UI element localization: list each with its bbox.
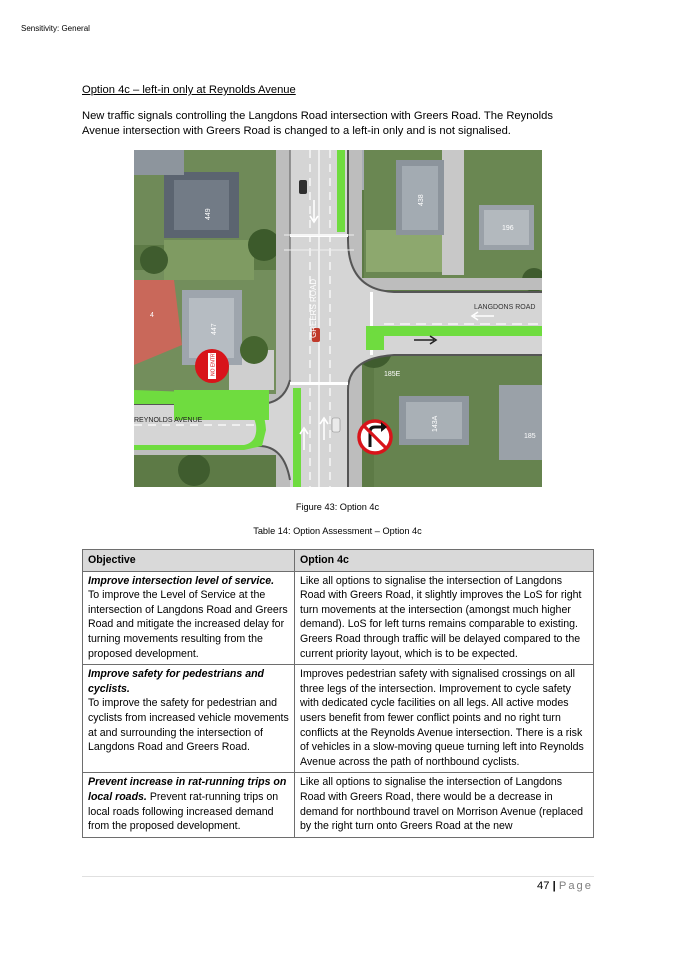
label-greers-road: GREERS ROAD [309, 278, 318, 338]
intro-paragraph: New traffic signals controlling the Langdons Road intersection with Greers Road. The Reynolds Avenue intersection with Greers Road is changed to a left-in only and is not signalised. [82, 110, 553, 137]
table-header-row [83, 550, 594, 572]
label-lot-196: 196 [502, 225, 514, 232]
label-langdons-road: LANGDONS ROAD [474, 304, 536, 311]
sensitivity-label: Sensitivity: General [21, 24, 90, 33]
header-objective: Objective [83, 550, 295, 572]
no-entry-text: NO ENTRY [210, 350, 217, 376]
objective-cell [83, 665, 295, 773]
table-row [83, 665, 594, 773]
objective-cell [83, 773, 295, 837]
label-lot-4: 4 [150, 312, 154, 319]
page-number-footer [537, 880, 593, 892]
intersection-map [134, 150, 542, 487]
figure-caption: Figure 43: Option 4c [295, 502, 380, 512]
objective-title: Improve intersection level of service. [88, 574, 275, 587]
header-option: Option 4c [295, 550, 594, 572]
section-heading: Option 4c – left-in only at Reynolds Avenue [82, 84, 296, 96]
objective-title: Improve safety for pedestrians and cyclists. [88, 668, 265, 695]
objective-text: To improve the safety for pedestrian and cyclists from increased vehicle movements at and surrounding the intersection of Langdons Road and Greers Road. [88, 697, 289, 754]
no-entry-sign [195, 349, 229, 383]
objective-text: Prevent rat-running trips on local roads following increased demand from the proposed development. [88, 790, 279, 833]
label-lot-438: 438 [418, 194, 425, 206]
table-caption: Table 14: Option Assessment – Option 4c [253, 526, 422, 536]
option-assessment-table [82, 549, 594, 838]
cycle-lane-north [337, 150, 345, 232]
page-word: Page [558, 880, 593, 892]
page-separator: | [552, 880, 556, 892]
assessment-cell: Like all options to signalise the intersection of Langdons Road with Greers Road, it slightly improves the LoS for right turn movements at the intersection (amongst much higher demand). LoS for left turns remains comparable to existing. Greers Road through traffic will be delayed compared to the current priority layout, which is to be expected. [295, 571, 594, 665]
assessment-cell: Improves pedestrian safety with signalised crossings on all three legs of the intersection. Improvement to cycle safety with dedicated cycle facilities on all legs. All active modes users benefit from fewer conflict points and no right turn conflicts at the Reynolds Avenue intersection. There is a risk of vehicles in a slow-moving queue turning left into Reynolds Avenue across the path of northbound cyclists. [295, 665, 594, 773]
footer-divider [82, 876, 594, 877]
page-number: 47 [537, 880, 550, 892]
no-right-turn-sign [359, 421, 391, 453]
label-lot-449: 449 [205, 208, 212, 220]
label-lot-185e: 185E [384, 371, 401, 378]
assessment-cell: Like all options to signalise the intersection of Langdons Road with Greers Road, there would be a decrease in demand for northbound travel on Morrison Avenue (replaced by the right turn onto Greers Road at the new [295, 773, 594, 837]
table-row [83, 571, 594, 665]
cycle-lane-langdons [366, 326, 542, 336]
label-lot-447: 447 [211, 323, 218, 335]
objective-text: To improve the Level of Service at the intersection of Langdons Road and Greers Road and mitigate the increased delay for turning movements resulting from the proposed development. [88, 589, 288, 660]
label-reynolds-avenue: REYNOLDS AVENUE [134, 417, 203, 424]
objective-title: Prevent increase in rat-running trips on local roads. [88, 776, 287, 803]
cycle-lane-south [293, 388, 301, 487]
label-lot-185: 185 [524, 433, 536, 440]
objective-cell [83, 571, 295, 665]
label-lot-143a: 143A [432, 415, 439, 432]
house-185 [499, 385, 542, 460]
table-row [83, 773, 594, 837]
